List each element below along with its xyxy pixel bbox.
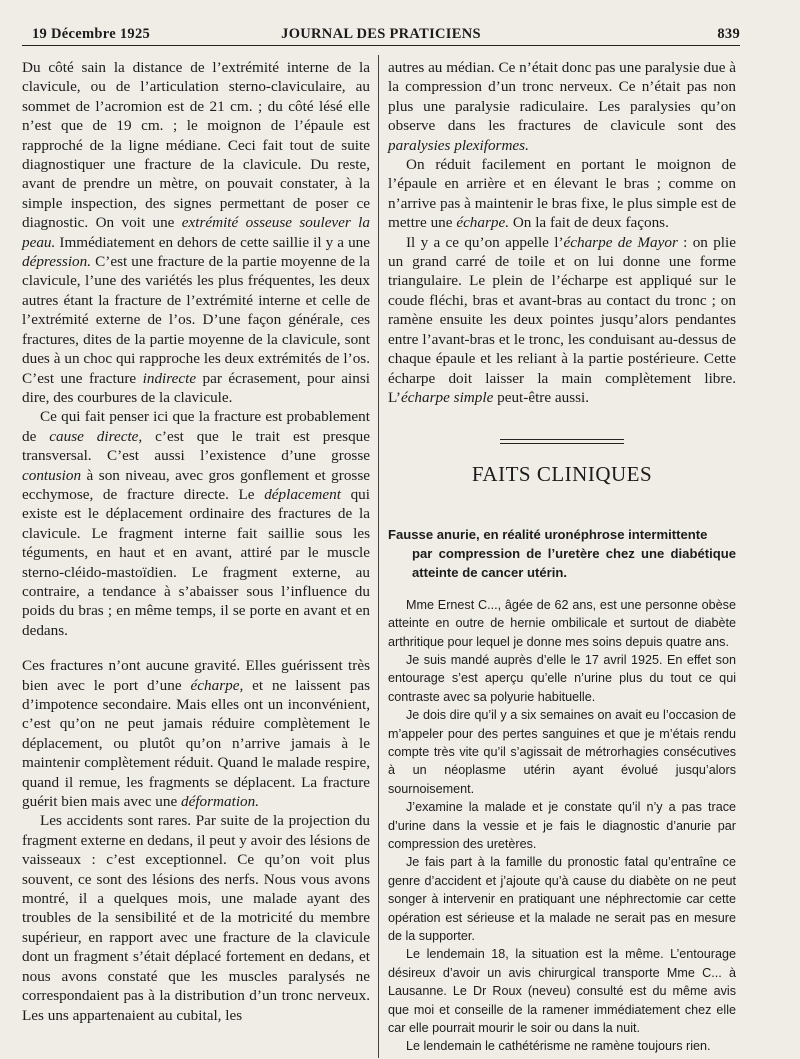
paragraph: Il y a ce qu’on appelle l’écharpe de Mayor : on plie un grand carré de toile et on lui donne une forme triangulaire. Le plein de l’écharpe est appliqué sur le coude fléchi, bras et avant-bras au contact du tronc ; on ramène ensuite les deux pointes jusqu’alors pendantes entre l’avant-bras et le tronc, les conduisant au-dessus de chaque épaule et les reliant à la partie postérieure. Cette écharpe doit laisser la main complètement libre. L’écharpe simple peut-être aussi.	[388, 233, 736, 406]
page-number: 839	[717, 26, 740, 42]
header-rule	[22, 45, 740, 46]
case-paragraph: Mme Ernest C..., âgée de 62 ans, est une personne obèse atteinte en outre de hernie ombilicale et surtout de diabète arthritique pour lequel je donne mes soins depuis quatre ans.	[388, 597, 736, 649]
column-divider	[378, 55, 379, 1058]
left-column	[22, 58, 370, 1025]
case-paragraph: Je dois dire qu’il y a six semaines on avait eu l’occasion de m’appeler pour des pertes sanguines et que je m’étais rendu compte très vite qu’il s’agissait de métrorhagies consécutives à un néoplasme utérin ayant évolué jusqu’alors sournoisement.	[388, 708, 736, 796]
paragraph: Ce qui fait penser ici que la fracture est probablement de cause directe, c’est que le trait est presque transversal. C’est aussi l’existence d’une grosse contusion à son niveau, avec gros gonflement et grosse ecchymose, de fracture directe. Le déplacement qui existe est le déplacement ordinaire des fractures de la clavicule. Le fragment interne fait saillie sous les téguments, en haut et en avant, attiré par le muscle sterno-cléido-mastoïdien. Le fragment externe, au contraire, a tendance à s’abaisser sous l’influence du poids du bras ; en même temps, il se porte en avant et en dedans.	[22, 408, 370, 639]
paragraph: Du côté sain la distance de l’extrémité interne de la clavicule, ou de l’articulation sterno-claviculaire, au sommet de l’acromion est de 21 cm. ; du côté lésé elle n’est que de 19 cm. ; le moignon de l’épaule est rapproché de la ligne médiane. Ceci fait tout de suite diagnostiquer une fracture de la clavicule. Du reste, avant de prendre un mètre, on pouvait constater, à la simple inspection, des signes permettant de poser ce diagnostic. On voit une extrémité osseuse soulever la peau. Immédiatement en dehors de cette saillie il y a une dépression. C’est une fracture de la partie moyenne de la clavicule, l’une des variétés les plus fréquentes, les deux autres étant la fracture de l’extrémité interne et celle de l’extrémité externe de l’os. D’une façon générale, ces fractures, dites de la partie moyenne de la clavicule, sont dues à un choc qui rapproche les deux extrémités de l’os. C’est une fracture indirecte par écrasement, pour ainsi dire, des courbures de la clavicule.	[22, 59, 370, 406]
paragraph: Ces fractures n’ont aucune gravité. Elles guérissent très bien avec le port d’une écharpe, et ne laissent pas d’impotence secondaire. Mais elles ont un inconvénient, c’est qu’on ne peut jamais réduire complètement le déplacement, ou plutôt qu’on n’arrive jamais à le maintenir complètement réduit. Quand le malade respire, quand il remue, les fragments se déplacent. La fracture guérit bien mais avec une déformation.	[22, 657, 370, 811]
right-column	[388, 58, 736, 1056]
page-header	[22, 26, 740, 46]
case-paragraph: Le lendemain le cathétérisme ne ramène toujours rien.	[406, 1039, 711, 1054]
case-paragraph: J’examine la malade et je constate qu’il n’y a pas trace d’urine dans la vessie et je fais le diagnostic d’anurie par compression des uretères.	[388, 800, 736, 851]
section-separator	[388, 407, 736, 461]
paragraph: autres au médian. Ce n’était donc pas une paralysie due à la compression d’un tronc nerveux. Ce n’était pas non plus une paralysie radiculaire. Les paralysies qu’on observe dans les fractures de clavicule sont des paralysies plexiformes.	[388, 59, 736, 154]
case-paragraph: Le lendemain 18, la situation est la même. L’entourage désireux d’avoir un avis chirurgical transporte Mme C... à Lausanne. Le Dr Roux (neveu) consulté est du même avis que moi et conseille de la ramener immédiatement chez elle car elle pourrait mourir le soir ou dans la nuit.	[388, 947, 736, 1036]
case-report	[388, 596, 736, 1056]
paragraph: On réduit facilement en portant le moignon de l’épaule en arrière et en élevant le bras ; comme on n’arrive pas à maintenir le bras fixe, le plus simple est de mettre une écharpe. On la fait de deux façons.	[388, 156, 736, 232]
article-title: Fausse anurie, en réalité uronéphrose intermittente par compression de l’uretère chez une diabétique atteinte de cancer utérin.	[388, 526, 736, 580]
section-title: FAITS CLINIQUES	[471, 462, 653, 487]
journal-title: JOURNAL DES PRATICIENS	[281, 26, 481, 42]
paragraph: Les accidents sont rares. Par suite de la projection du fragment externe en dedans, il peut y avoir des lésions de vaisseaux : c’est exceptionnel. Ce qu’on voit plus souvent, ce sont des lésions des nerfs. Nous vous avons montré, il a quelques mois, une malade ayant des troubles de la sensibilité et de la motricité du membre supérieur, en rapport avec une fracture de la clavicule dont un fragment s’était déplacé fortement en dedans, et nous avons constaté que les muscles paralysés ne correspondaient pas à la distribution d’un tronc nerveux. Les uns appartenaient au cubital, les	[22, 812, 370, 1024]
issue-date: 19 Décembre 1925	[32, 26, 151, 42]
case-paragraph: Je fais part à la famille du pronostic fatal qu’entraîne ce genre d’accident et j’ajoute qu’à cause du diabète on ne peut songer à intervenir en pratiquant une néphrectomie car cette opération est sérieuse et la malade ne serait pas en mesure de la supporter.	[388, 855, 736, 944]
case-paragraph: Je suis mandé auprès d’elle le 17 avril 1925. En effet son entourage s’est aperçu qu’elle n’urine plus du tout ce qui contraste avec sa polyurie habituelle.	[388, 652, 736, 704]
